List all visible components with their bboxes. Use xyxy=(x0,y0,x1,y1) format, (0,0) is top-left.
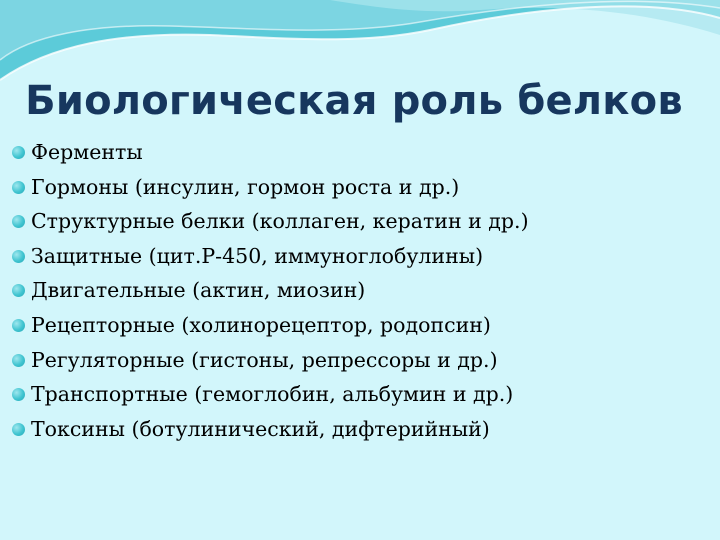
bullet-icon xyxy=(12,354,25,367)
bullet-icon xyxy=(12,181,25,194)
list-item-text: Структурные белки (коллаген, кератин и др.) xyxy=(31,209,529,234)
list-item-text: Токсины (ботулинический, дифтерийный) xyxy=(31,416,490,441)
list-item-text: Двигательные (актин, миозин) xyxy=(31,278,366,303)
bullet-icon xyxy=(12,146,25,159)
bullet-icon xyxy=(12,423,25,436)
list-item xyxy=(12,308,529,343)
bullet-icon xyxy=(12,250,25,263)
bullet-icon xyxy=(12,388,25,401)
list-item xyxy=(12,343,529,378)
list-item-text: Регуляторные (гистоны, репрессоры и др.) xyxy=(31,347,498,372)
slide-title: Биологическая роль белков xyxy=(25,78,683,124)
list-item-text: Защитные (цит.Р-450, иммуноглобулины) xyxy=(31,243,484,268)
list-item-text: Рецепторные (холинорецептор, родопсин) xyxy=(31,312,491,337)
list-item xyxy=(12,412,529,447)
bullet-icon xyxy=(12,319,25,332)
list-item xyxy=(12,239,529,274)
list-item-text: Ферменты xyxy=(31,140,143,164)
list-item xyxy=(12,273,529,308)
list-item xyxy=(12,377,529,412)
list-item xyxy=(12,170,529,205)
list-item-text: Транспортные (гемоглобин, альбумин и др.) xyxy=(31,382,514,407)
bullet-icon xyxy=(12,215,25,228)
list-item xyxy=(12,204,529,239)
list-item-text: Гормоны (инсулин, гормон роста и др.) xyxy=(31,174,460,199)
list-item xyxy=(12,135,529,170)
bullet-list xyxy=(12,135,529,446)
bullet-icon xyxy=(12,284,25,297)
